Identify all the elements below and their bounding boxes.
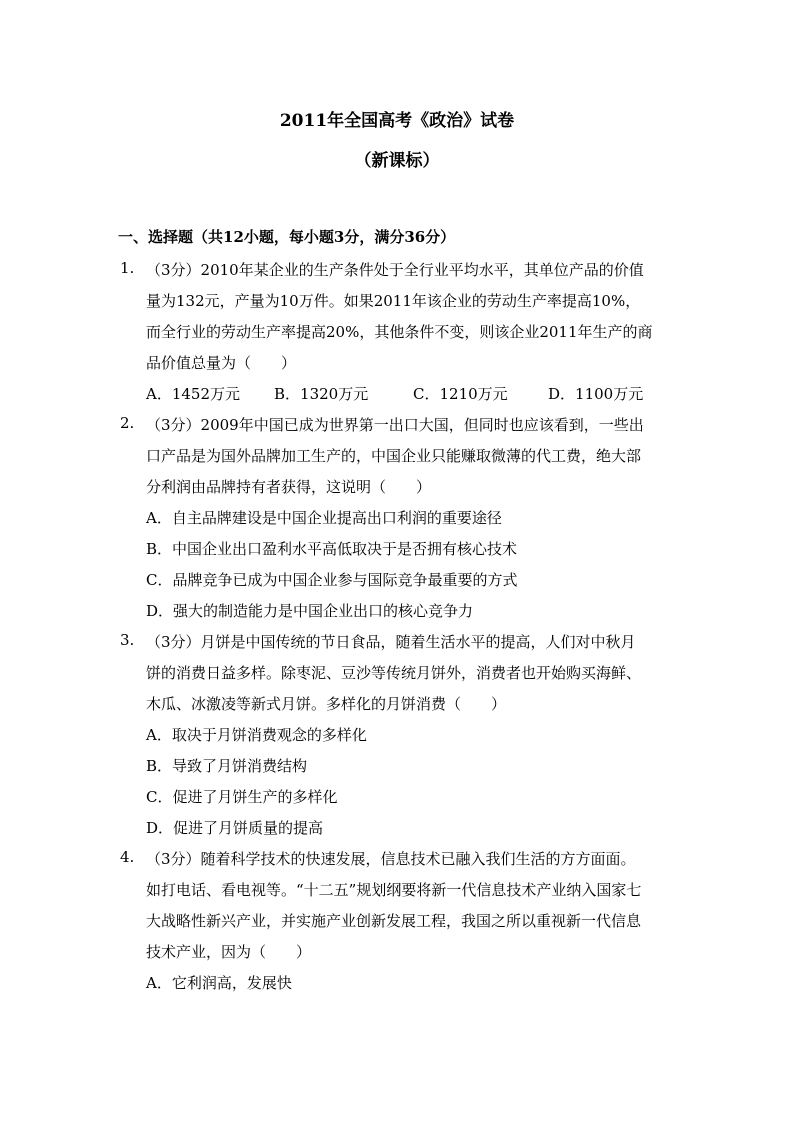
question-text-line: 品价值总量为（ ）: [146, 354, 297, 372]
option-b: B．中国企业出口盈利水平高低取决于是否拥有核心技术: [146, 540, 518, 558]
option-c: C．品牌竞争已成为中国企业参与国际竞争最重要的方式: [146, 571, 518, 589]
question-text-line: 如打电话、看电视等。“十二五”规划纲要将新一代信息技术产业纳入国家七: [146, 881, 642, 899]
section-heading: 一、选择题（共12小题，每小题3分，满分36分）: [118, 228, 456, 246]
question-number: 1.: [120, 259, 135, 277]
option-d: D．强大的制造能力是中国企业出口的核心竞争力: [146, 602, 474, 620]
question-number: 2.: [120, 414, 135, 432]
question-text-line: 饼的消费日益多样。除枣泥、豆沙等传统月饼外，消费者也开始购买海鲜、: [146, 664, 642, 682]
question-text-line: 大战略性新兴产业，并实施产业创新发展工程，我国之所以重视新一代信息: [146, 912, 642, 930]
question-text-line: 木瓜、冰激凌等新式月饼。多样化的月饼消费（ ）: [146, 695, 507, 713]
option-a: A．它利润高，发展快: [146, 974, 292, 992]
question-text-line: （3分）2010年某企业的生产条件处于全行业平均水平，其单位产品的价值: [146, 261, 644, 279]
option-a: A．自主品牌建设是中国企业提高出口利润的重要途径: [146, 509, 502, 527]
question-text-line: （3分）随着科学技术的快速发展，信息技术已融入我们生活的方方面面。: [146, 850, 636, 868]
question-number: 4.: [120, 848, 135, 866]
question-text-line: 分利润由品牌持有者获得，这说明（ ）: [146, 478, 432, 496]
option-a: A．取决于月饼消费观念的多样化: [146, 726, 367, 744]
exam-subtitle: （新课标）: [354, 151, 440, 171]
option-d: D．1100万元: [548, 385, 644, 403]
question-text-line: 而全行业的劳动生产率提高20%，其他条件不变，则该企业2011年生产的商: [146, 323, 653, 341]
option-b: B．导致了月饼消费结构: [146, 757, 308, 775]
option-d: D．促进了月饼质量的提高: [146, 819, 324, 837]
question-text-line: （3分）2009年中国已成为世界第一出口大国，但同时也应该看到，一些出: [146, 416, 644, 434]
question-text-line: 技术产业，因为（ ）: [146, 943, 312, 961]
option-c: C．1210万元: [413, 385, 508, 403]
option-b: B．1320万元: [274, 385, 369, 403]
exam-title: 2011年全国高考《政治》试卷: [279, 111, 515, 131]
question-text-line: （3分）月饼是中国传统的节日食品，随着生活水平的提高，人们对中秋月: [146, 633, 636, 651]
option-c: C．促进了月饼生产的多样化: [146, 788, 338, 806]
option-a: A．1452万元: [146, 385, 241, 403]
question-text-line: 量为132元，产量为10万件。如果2011年该企业的劳动生产率提高10%，: [146, 292, 641, 310]
question-text-line: 口产品是为国外品牌加工生产的，中国企业只能赚取微薄的代工费，绝大部: [146, 447, 642, 465]
question-number: 3.: [120, 631, 135, 649]
